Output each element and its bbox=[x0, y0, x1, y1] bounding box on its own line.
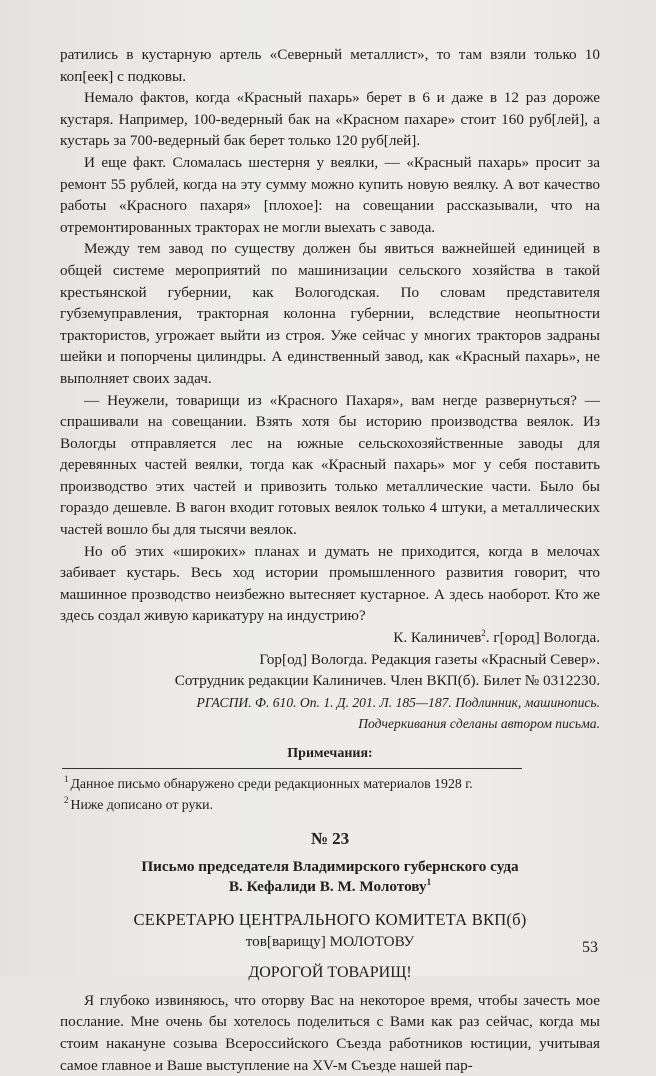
paragraph: ратились в кустарную артель «Северный металлист», то там взяли только 10 коп[еек] с подковы. bbox=[60, 46, 600, 85]
note-item bbox=[60, 794, 600, 815]
footnote-marker: 2 bbox=[481, 627, 486, 638]
letter-paragraph: Я глубоко извиняюсь, что оторву Вас на некоторое время, чтобы зачесть мое послание. Мне очень бы хотелось поделиться с Вами как раз сейчас, когда мы стоим накануне созыва Всероссийского Съезда работников юстиции, учитывая самое главное и Ваше выступление на XV-м Съезде нашей пар- bbox=[60, 991, 600, 1074]
note-item bbox=[60, 773, 600, 794]
note-text: Данное письмо обнаружено среди редакционных материалов 1928 г. bbox=[70, 775, 473, 791]
addressee-name: тов[варищу] МОЛОТОВУ bbox=[245, 932, 415, 950]
note-number: 2 bbox=[64, 795, 69, 806]
signature-address: Гор[од] Вологда. Редакция газеты «Красный Север». bbox=[259, 650, 600, 668]
page-number: 53 bbox=[582, 939, 598, 956]
signature-line bbox=[60, 627, 600, 649]
paragraph: Но об этих «широких» планах и думать не приходится, когда в мелочах забивает кустарь. Весь ход истории промышленного развития говорит, что машинное прозводство неизбежно вытесняет кустарное. А здесь наоборот. Кто же здесь создал живую карикатуру на индустрию? bbox=[60, 542, 600, 625]
document-title-line: Письмо председателя Владимирского губернского суда bbox=[141, 857, 519, 875]
paragraph: — Неужели, товарищи из «Красного Пахаря», вам негде развернуться? — спрашивали на совещании. Взять хотя бы историю производства веялок. Из Вологды отправляется лес на южные сельскохозяйственные заводы для деревянных частей веялки, тогда как «Красный пахарь» мог у себя поставить производство этих частей и привозить только металлические части. Было бы гораздо дешевле. В вагон входит готовых веялок только 4 штуки, а металлических частей вошло бы для тысячи веялок. bbox=[60, 391, 600, 539]
document-title-line bbox=[60, 877, 600, 897]
signature-name: К. Калиничев bbox=[393, 629, 482, 647]
signature-membership: Сотрудник редакции Калиничев. Член ВКП(б). Билет № 0312230. bbox=[174, 672, 600, 690]
paragraph: Между тем завод по существу должен бы явиться важнейшей единицей в общей системе мероприятий по машинизации сельского хозяйства в такой крестьянской губернии, как Вологодская. По словам представителя губземуправления, тракторная колонна губернии, вследствие неопытности трактористов, угрожает выйти из строя. Уже сейчас у многих тракторов задраны шейки и попорчены цилиндры. А единственный завод, как «Красный пахарь», не выполняет своих задач. bbox=[60, 240, 600, 387]
document-title-names: В. Кефалиди В. М. Молотову bbox=[228, 877, 427, 895]
note-text: Ниже дописано от руки. bbox=[70, 796, 213, 812]
footnote-marker: 1 bbox=[426, 876, 432, 887]
notes-title: Примечания: bbox=[287, 745, 373, 761]
note-number: 1 bbox=[64, 774, 69, 785]
archive-source: РГАСПИ. Ф. 610. Оп. 1. Д. 201. Л. 185—187. Подлинник, машинопись. bbox=[196, 694, 600, 710]
paragraph: И еще факт. Сломалась шестерня у веялки, — «Красный пахарь» просит за ремонт 55 рублей, когда на эту сумму можно купить новую веялку. А вот качество работы «Красного пахаря» [плохое]: на совещании рассказывали, что на отремонтированных тракторах не могли выехать с завода. bbox=[60, 153, 600, 236]
archive-source-note: Подчеркивания сделаны автором письма. bbox=[358, 715, 600, 731]
greeting: ДОРОГОЙ ТОВАРИЩ! bbox=[248, 963, 412, 981]
notes-divider bbox=[62, 768, 522, 769]
paragraph: Немало фактов, когда «Красный пахарь» берет в 6 и даже в 12 раз дороже кустаря. Например, 100-ведерный бак на «Красном пахаре» стоит 160 руб[лей], а кустарь за 700-ведерный бак берет только 120 руб[лей]. bbox=[60, 89, 600, 150]
addressee-heading: СЕКРЕТАРЮ ЦЕНТРАЛЬНОГО КОМИТЕТА ВКП(б) bbox=[133, 909, 527, 929]
document-number: № 23 bbox=[310, 828, 350, 848]
signature-place: . г[ород] Вологда. bbox=[485, 629, 600, 647]
